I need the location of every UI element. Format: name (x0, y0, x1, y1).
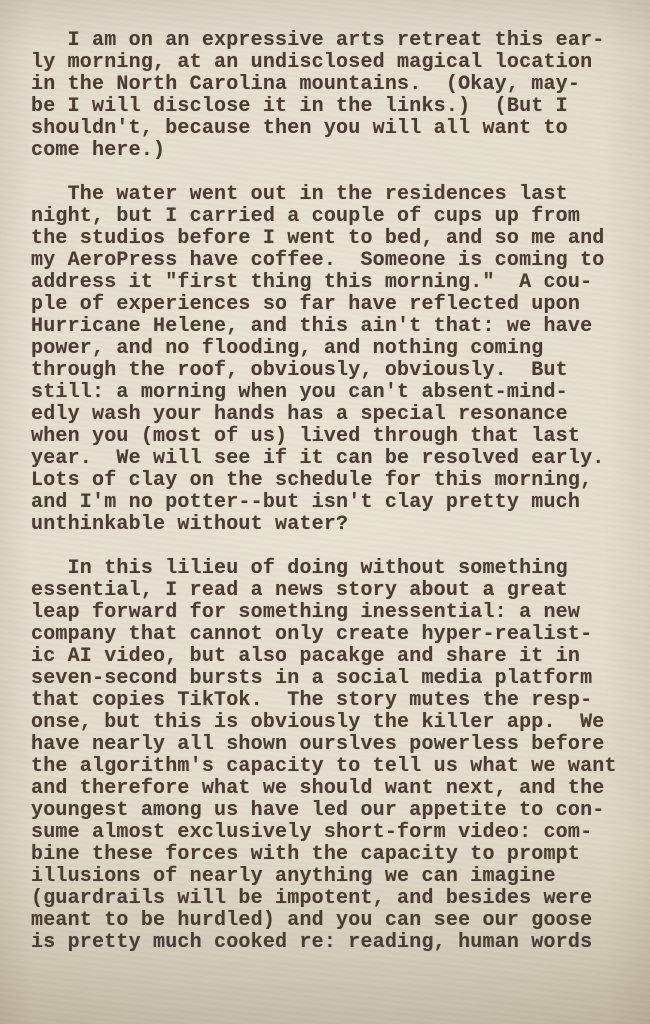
text-line: come here.) (31, 139, 166, 162)
text-line: In this lilieu of doing without something (31, 557, 568, 580)
text-line: the algorithm's capacity to tell us what we want (31, 755, 617, 778)
text-line: through the roof, obviously, obviously. But (31, 359, 568, 382)
text-line: power, and no flooding, and nothing coming (31, 337, 544, 360)
text-line: company that cannot only create hyper-realist- (31, 623, 593, 646)
text-line: meant to be hurdled) and you can see our goose (31, 909, 593, 932)
text-line: sume almost exclusively short-form video: com- (31, 821, 593, 844)
text-line: address it "first thing this morning." A cou- (31, 271, 593, 294)
paragraph-1 (31, 30, 631, 162)
text-line: my AeroPress have coffee. Someone is coming to (31, 249, 605, 272)
text-line: is pretty much cooked re: reading, human words (31, 931, 593, 954)
text-line: I am on an expressive arts retreat this ear- (31, 29, 605, 52)
text-line: bine these forces with the capacity to prompt (31, 843, 581, 866)
page-text (31, 30, 631, 954)
text-line: that copies TikTok. The story mutes the resp- (31, 689, 593, 712)
text-line: Hurricane Helene, and this ain't that: we have (31, 315, 593, 338)
text-line: essential, I read a news story about a great (31, 579, 568, 602)
text-line: when you (most of us) lived through that last (31, 425, 581, 448)
text-line: seven-second bursts in a social media platform (31, 667, 593, 690)
paragraph-3 (31, 558, 631, 954)
text-line: edly wash your hands has a special resonance (31, 403, 568, 426)
text-line: youngest among us have led our appetite to con- (31, 799, 605, 822)
text-line: night, but I carried a couple of cups up from (31, 205, 581, 228)
text-line: unthinkable without water? (31, 513, 349, 536)
text-line: ic AI video, but also pacakge and share it in (31, 645, 581, 668)
text-line: in the North Carolina mountains. (Okay, may- (31, 73, 581, 96)
text-line: be I will disclose it in the links.) (But I (31, 95, 568, 118)
text-line: shouldn't, because then you will all want to (31, 117, 568, 140)
text-line: have nearly all shown ourslves powerless before (31, 733, 605, 756)
text-line: and I'm no potter--but isn't clay pretty much (31, 491, 581, 514)
text-line: still: a morning when you can't absent-mind- (31, 381, 568, 404)
text-line: year. We will see if it can be resolved early. (31, 447, 605, 470)
text-line: ple of experiences so far have reflected upon (31, 293, 581, 316)
text-line: leap forward for something inessential: a new (31, 601, 581, 624)
text-line: Lots of clay on the schedule for this morning, (31, 469, 593, 492)
text-line: (guardrails will be impotent, and besides were (31, 887, 593, 910)
text-line: and therefore what we should want next, and the (31, 777, 605, 800)
text-line: ly morning, at an undisclosed magical location (31, 51, 593, 74)
text-line: illusions of nearly anything we can imagine (31, 865, 556, 888)
text-line: onse, but this is obviously the killer app. We (31, 711, 605, 734)
paragraph-2 (31, 184, 631, 536)
text-line: The water went out in the residences last (31, 183, 568, 206)
text-line: the studios before I went to bed, and so me and (31, 227, 605, 250)
